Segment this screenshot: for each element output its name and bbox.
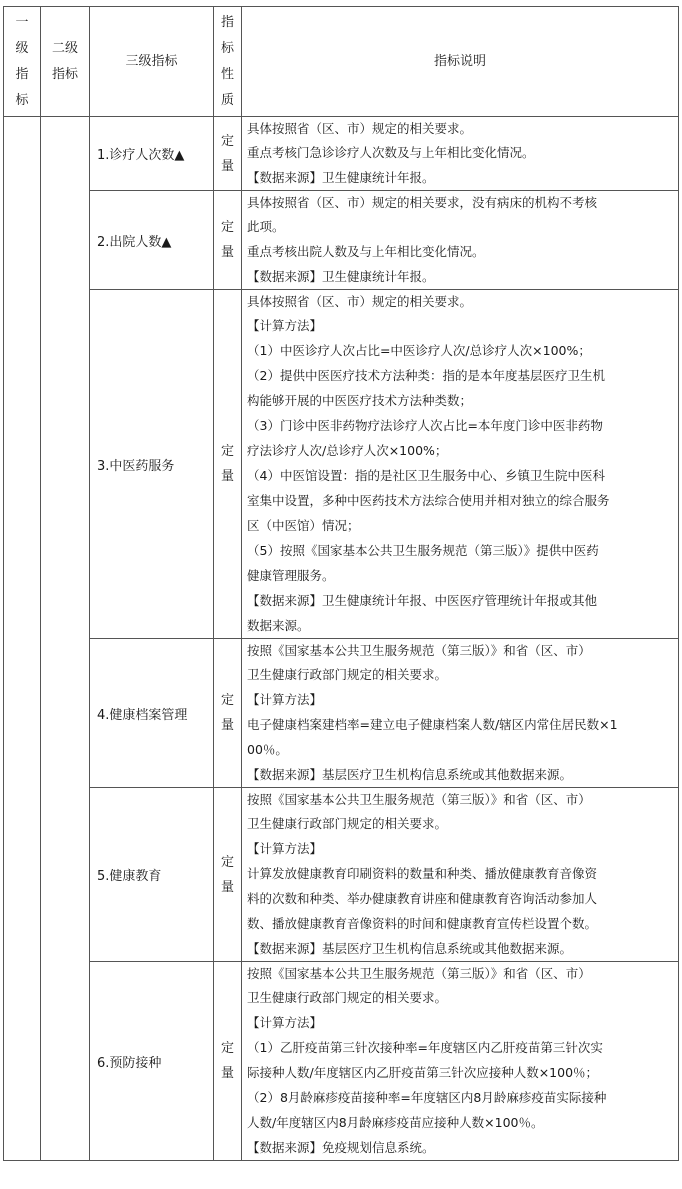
description-line: 【数据来源】基层医疗卫生机构信息系统或其他数据来源。 <box>247 767 573 782</box>
header-row <box>4 7 679 117</box>
indicator-nature <box>214 962 242 1161</box>
indicator-nature <box>214 788 242 962</box>
level3-indicator-name: 2.出院人数▲ <box>90 191 214 290</box>
description-line: 具体按照省（区、市）规定的相关要求。 <box>247 294 473 309</box>
description-line: 区（中医馆）情况； <box>247 518 360 533</box>
header-level1 <box>4 7 41 117</box>
description-line: 室集中设置，多种中医药技术方法综合使用并相对独立的综合服务 <box>247 493 610 508</box>
header-level3: 三级指标 <box>90 7 214 117</box>
indicator-description <box>242 191 679 290</box>
description-line: 按照《国家基本公共卫生服务规范（第三版）》和省（区、市） <box>247 792 591 807</box>
description-line: 具体按照省（区、市）规定的相关要求，没有病床的机构不考核 <box>247 195 598 210</box>
description-line: 具体按照省（区、市）规定的相关要求。 <box>247 121 473 136</box>
header-description: 指标说明 <box>242 7 679 117</box>
description-line: 构能够开展的中医医疗技术方法种类数； <box>247 393 473 408</box>
indicator-nature <box>214 290 242 639</box>
description-line: 【数据来源】卫生健康统计年报。 <box>247 170 435 185</box>
header-nature <box>214 7 242 117</box>
description-line: 【计算方法】 <box>247 841 323 856</box>
description-line: 【数据来源】卫生健康统计年报、中医医疗管理统计年报或其他 <box>247 593 598 608</box>
indicator-description <box>242 788 679 962</box>
description-line: 电子健康档案建档率=建立电子健康档案人数/辖区内常住居民数×1 <box>247 717 618 732</box>
description-line: 料的次数和种类、举办健康教育讲座和健康教育咨询活动参加人 <box>247 891 598 906</box>
description-line: 00％。 <box>247 742 288 757</box>
indicator-nature-text: 定 量 <box>220 1041 234 1081</box>
indicator-nature <box>214 639 242 788</box>
description-line: 疗法诊疗人次/总诊疗人次×100%； <box>247 443 448 458</box>
description-line: （3）门诊中医非药物疗法诊疗人次占比=本年度门诊中医非药物 <box>247 418 603 433</box>
description-line: 卫生健康行政部门规定的相关要求。 <box>247 667 448 682</box>
level3-indicator-name: 4.健康档案管理 <box>90 639 214 788</box>
description-line: （5）按照《国家基本公共卫生服务规范（第三版）》提供中医药 <box>247 543 599 558</box>
description-line: 际接种人数/年度辖区内乙肝疫苗第三针次应接种人数×100％； <box>247 1065 599 1080</box>
description-line: （1）乙肝疫苗第三针次接种率=年度辖区内乙肝疫苗第三针次实 <box>247 1040 603 1055</box>
header-level1-text: 一 级 指 标 <box>15 14 29 108</box>
indicator-description <box>242 639 679 788</box>
table-row <box>4 191 679 290</box>
indicator-nature-text: 定 量 <box>220 133 234 174</box>
description-line: （4）中医馆设置：指的是社区卫生服务中心、乡镇卫生院中医科 <box>247 468 605 483</box>
description-line: 【计算方法】 <box>247 1015 323 1030</box>
indicator-nature-text: 定 量 <box>220 854 234 895</box>
table-row <box>4 639 679 788</box>
level3-indicator-name: 1.诊疗人次数▲ <box>90 117 214 191</box>
description-line: 数据来源。 <box>247 618 310 633</box>
indicator-rows <box>4 117 679 1161</box>
indicator-description <box>242 290 679 639</box>
description-line: 卫生健康行政部门规定的相关要求。 <box>247 990 448 1005</box>
indicator-nature-text: 定 量 <box>220 693 234 733</box>
level3-indicator-name: 3.中医药服务 <box>90 290 214 639</box>
level2-cell <box>41 117 90 1161</box>
table-row <box>4 117 679 191</box>
description-line: 按照《国家基本公共卫生服务规范（第三版）》和省（区、市） <box>247 643 591 658</box>
description-line: 数、播放健康教育音像资料的时间和健康教育宣传栏设置个数。 <box>247 916 598 931</box>
description-line: 此项。 <box>247 219 285 234</box>
header-level2-text: 二级 指标 <box>51 40 78 82</box>
table-row <box>4 962 679 1161</box>
description-line: （2）提供中医医疗技术方法种类：指的是本年度基层医疗卫生机 <box>247 368 605 383</box>
description-line: （1）中医诊疗人次占比=中医诊疗人次/总诊疗人次×100%； <box>247 343 591 358</box>
description-line: 【数据来源】免疫规划信息系统。 <box>247 1140 435 1155</box>
description-line: 重点考核门急诊诊疗人次数及与上年相比变化情况。 <box>247 145 535 160</box>
description-line: 【数据来源】卫生健康统计年报。 <box>247 269 435 284</box>
indicator-description <box>242 117 679 191</box>
table-row <box>4 290 679 639</box>
description-line: 【计算方法】 <box>247 692 323 707</box>
description-line: （2）8月龄麻疹疫苗接种率=年度辖区内8月龄麻疹疫苗实际接种 <box>247 1090 607 1105</box>
description-line: 【计算方法】 <box>247 318 323 333</box>
indicator-table <box>3 6 679 1161</box>
description-line: 人数/年度辖区内8月龄麻疹疫苗应接种人数×100％。 <box>247 1115 544 1130</box>
indicator-nature <box>214 191 242 290</box>
description-line: 卫生健康行政部门规定的相关要求。 <box>247 816 448 831</box>
header-nature-text: 指 标 性 质 <box>220 14 234 108</box>
table-row <box>4 788 679 962</box>
description-line: 重点考核出院人数及与上年相比变化情况。 <box>247 244 485 259</box>
indicator-nature-text: 定 量 <box>220 220 234 260</box>
indicator-nature-text: 定 量 <box>220 444 234 484</box>
indicator-nature <box>214 117 242 191</box>
description-line: 健康管理服务。 <box>247 568 335 583</box>
level3-indicator-name: 5.健康教育 <box>90 788 214 962</box>
indicator-description <box>242 962 679 1161</box>
description-line: 【数据来源】基层医疗卫生机构信息系统或其他数据来源。 <box>247 941 573 956</box>
description-line: 按照《国家基本公共卫生服务规范（第三版）》和省（区、市） <box>247 966 591 981</box>
level1-cell <box>4 117 41 1161</box>
header-level2 <box>41 7 90 117</box>
level3-indicator-name: 6.预防接种 <box>90 962 214 1161</box>
description-line: 计算发放健康教育印刷资料的数量和种类、播放健康教育音像资 <box>247 866 598 881</box>
